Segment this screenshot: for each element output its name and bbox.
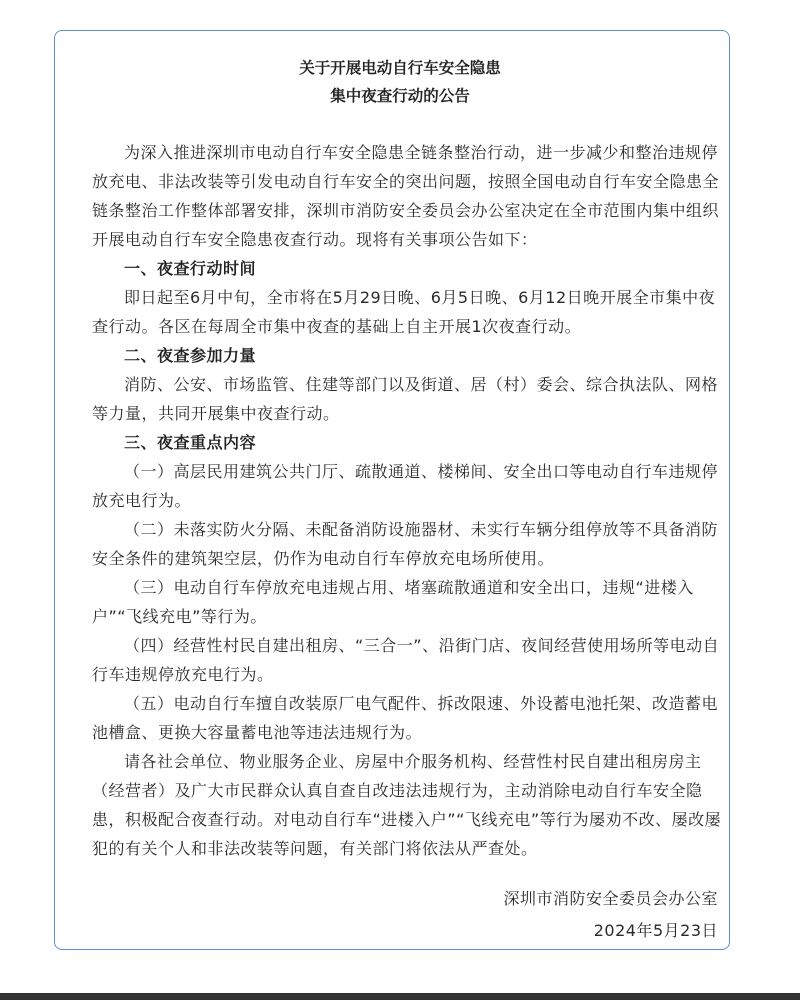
signature-date: 2024年5月23日 (593, 921, 718, 940)
intro-paragraph: 为深入推进深圳市电动自行车安全隐患全链条整治行动，进一步减少和整治违规停放充电、非法改装等引发电动自行车安全的突出问题，按照全国电动自行车安全隐患全链条整治工作整体部署安排，深圳市消防安全委员会办公室决定在全市范围内集中组织开展电动自行车安全隐患夜查行动。现将有关事项公告如下： (92, 143, 720, 249)
focus-item-5: （五）电动自行车擅自改装原厂电气配件、拆改限速、外设蓄电池托架、改造蓄电池槽盒、更换大容量蓄电池等违法违规行为。 (92, 694, 719, 742)
focus-item-1: （一）高层民用建筑公共门厅、疏散通道、楼梯间、安全出口等电动自行车违规停放充电行为。 (92, 462, 719, 510)
bottom-divider (0, 993, 800, 1000)
section-heading-focus: 三、夜查重点内容 (124, 433, 257, 452)
section-heading-time: 一、夜查行动时间 (124, 259, 257, 278)
section-text-time: 即日起至6月中旬，全市将在5月29日晚、6月5日晚、6月12日晚开展全市集中夜查行动。各区在每周全市集中夜查的基础上自主开展1次夜查行动。 (92, 288, 716, 336)
focus-item-2: （二）未落实防火分隔、未配备消防设施器材、未实行车辆分组停放等不具备消防安全条件的建筑架空层，仍作为电动自行车停放充电场所使用。 (92, 520, 719, 568)
section-text-forces: 消防、公安、市场监管、住建等部门以及街道、居（村）委会、综合执法队、网格等力量，共同开展集中夜查行动。 (92, 375, 719, 423)
focus-item-3: （三）电动自行车停放充电违规占用、堵塞疏散通道和安全出口，违规“进楼入户”“飞线充电”等行为。 (92, 578, 694, 626)
notice-body (92, 138, 724, 863)
focus-item-4: （四）经营性村民自建出租房、“三合一”、沿街门店、夜间经营使用场所等电动自行车违规停放充电行为。 (92, 636, 720, 684)
section-heading-forces: 二、夜查参加力量 (124, 346, 257, 365)
notice-title-line1: 关于开展电动自行车安全隐患 (299, 59, 501, 77)
closing-paragraph: 请各社会单位、物业服务企业、房屋中介服务机构、经营性村民自建出租房房主（经营者）及广大市民群众认真自查自改违法违规行为，主动消除电动自行车安全隐患，积极配合夜查行动。对电动自行车“进楼入户”“飞线充电”等行为屡劝不改、屡改屡犯的有关个人和非法改装等问题，有关部门将依法从严查处。 (92, 752, 722, 858)
signature-issuer: 深圳市消防安全委员会办公室 (503, 889, 718, 908)
notice-title-line2: 集中夜查行动的公告 (330, 87, 470, 105)
